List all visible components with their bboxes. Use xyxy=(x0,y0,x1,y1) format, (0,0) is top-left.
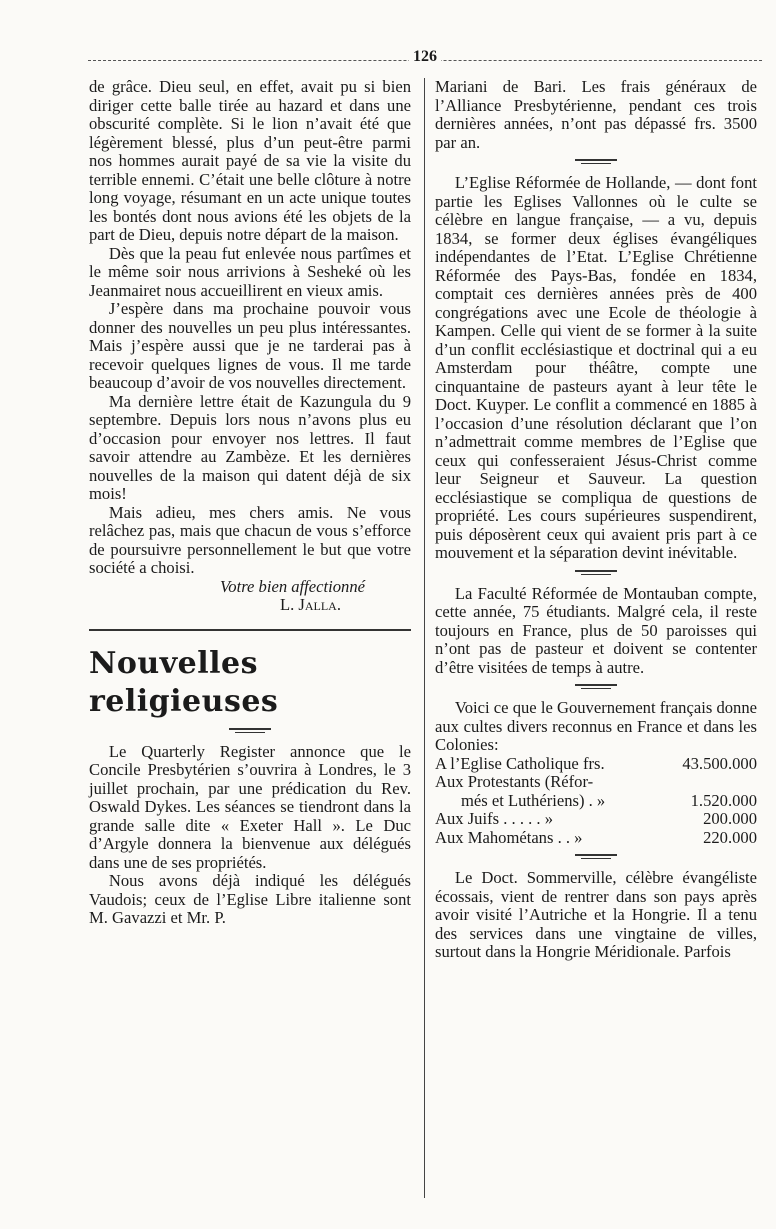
budget-amount: 220.000 xyxy=(703,827,757,847)
letter-paragraph-1: de grâce. Dieu seul, en effet, avait pu si bien diriger cette balle tirée au hazard et dans une obscurité complète. Si le lion n’avait été que légèrement blessé, plus d’un peut-être parmi nos hommes aurait payé de sa vie la visite du terrible ennemi. C’était une belle clôture à notre long voyage, résumant en un acte unique toutes les bontés dont nous avions été les objets de la part de Dieu, depuis notre départ de la maison. xyxy=(89,77,411,244)
budget-amount: 43.500.000 xyxy=(682,753,757,773)
budget-row xyxy=(435,810,757,829)
separator-2 xyxy=(575,569,617,577)
section-heading: Nouvelles religieuses xyxy=(89,645,279,719)
letter-paragraph-2: Dès que la peau fut enlevée nous partîmes et le même soir nous arrivions à Sesheké où les Jeanmairet nous accueillirent en vieux amis. xyxy=(89,243,411,300)
budget-row xyxy=(435,773,757,792)
budget-amount: 200.000 xyxy=(703,809,757,828)
news-paragraph-5: La Faculté Réformée de Montauban compte, cette année, 75 étudiants. Malgré cela, il reste toujours en France, plus de 50 paroisses qui n’ont pas de pasteur et doivent se contenter d’être visitées de temps à autre. xyxy=(435,583,757,677)
page-number: 126 xyxy=(409,48,441,66)
letter-closing: Votre bien affectionné xyxy=(220,576,365,596)
budget-row xyxy=(435,829,757,848)
budget-label: Aux Protestants (Réfor- xyxy=(435,772,594,791)
news-paragraph-4: L’Eglise Réformée de Hollande, — dont font partie les Eglises Vallonnes où le culte se célèbre en langue française, — a vu, depuis 1834, se former deux églises évangéliques indépendantes de l’Etat. L’Eglise Chrétienne Réformée des Pays-Bas, fondée en 1834, comptait ces dernières années près de 400 congrégations avec une Ecole de théologie à Kampen. Celle qui vient de se former à la suite d’un conflit ecclésiastique et doctrinal qui a eu Amsterdam pour théâtre, compte une cinquantaine de pasteurs ayant à leur tête le Doct. Kuyper. Le conflit a commencé en 1885 à l’occasion d’une résolution déclarant que l’on n’admettrait comme membres de l’Eglise que ceux qui confesseraient Jésus-Christ comme leur Seigneur et Sauveur. La question ecclésiastique se compliqua de questions de propriété. Les cours supérieures suspendirent, puis déposèrent ceux qui avaient pris part à ce mouvement et la séparation devint inévitable. xyxy=(435,173,757,562)
budget-label: Aux Juifs . . . . . » xyxy=(435,809,554,828)
budget-row xyxy=(435,755,757,774)
budget-label: més et Luthériens) . » xyxy=(461,790,606,810)
separator-4 xyxy=(575,853,617,861)
budget-amount xyxy=(659,773,757,792)
page-header xyxy=(88,48,762,68)
letter-paragraph-4: Ma dernière lettre était de Kazungula du 9 septembre. Depuis lors nous n’avons plus eu d’occasion pour envoyer nos lettres. Il faut savoir attendre au Zambèze. Et les dernières nouvelles de la maison qui datent déjà de six mois! xyxy=(89,391,411,503)
right-column xyxy=(435,78,757,962)
separator-1 xyxy=(575,158,617,166)
news-paragraph-1: Le Quarterly Register annonce que le Concile Presbytérien s’ouvrira à Londres, le 3 juillet prochain, par une prédication du Rev. Oswald Dykes. Les séances se tiendront dans la grande salle dite « Exeter Hall ». Le Duc d’Argyle donnera la bienvenue aux délégués dans une de ses propriétés. xyxy=(89,741,411,872)
column-divider xyxy=(424,78,425,1198)
budget-label: Aux Mahométans . . » xyxy=(435,827,583,847)
section-rule xyxy=(89,629,411,631)
news-paragraph-7: Le Doct. Sommerville, célèbre évangéliste écossais, vient de rentrer dans son pays après avoir visité l’Autriche et la Hongrie. Il a tenu des services dans une vingtaine de villes, surtout dans la Hongrie Méridionale. Parfois xyxy=(435,868,757,961)
letter-paragraph-5: Mais adieu, mes chers amis. Ne vous relâchez pas, mais que chacun de vous s’efforce de poursuivre personnellement le but que votre société a choisi. xyxy=(89,502,411,577)
letter-signature-block xyxy=(89,578,411,615)
news-paragraph-6: Voici ce que le Gouvernement français donne aux cultes divers reconnus en France et dans les Colonies: xyxy=(435,698,757,754)
budget-amount: 1.520.000 xyxy=(690,790,757,810)
budget-label: A l’Eglise Catholique frs. xyxy=(435,753,605,773)
letter-paragraph-3: J’espère dans ma prochaine pouvoir vous donner des nouvelles un peu plus intéressantes. Mais j’espère aussi que je ne tarderai pas à recevoir quelques lignes de vous. Il me tarde beaucoup d’avoir de vos nouvelles directement. xyxy=(89,299,411,392)
news-paragraph-2: Nous avons déjà indiqué les délégués Vaudois; ceux de l’Eglise Libre italienne sont M. Gavazzi et Mr. P. xyxy=(89,871,411,927)
budget-table xyxy=(435,755,757,848)
letter-signature: L. Jalla. xyxy=(279,595,341,614)
separator-3 xyxy=(575,683,617,691)
news-paragraph-3: Mariani de Bari. Les frais généraux de l’Alliance Presbytérienne, pendant ces trois dernières années, n’ont pas dépassé frs. 3500 par an. xyxy=(435,77,757,152)
left-column xyxy=(89,78,411,928)
heading-separator xyxy=(229,727,271,735)
budget-row xyxy=(435,792,757,811)
